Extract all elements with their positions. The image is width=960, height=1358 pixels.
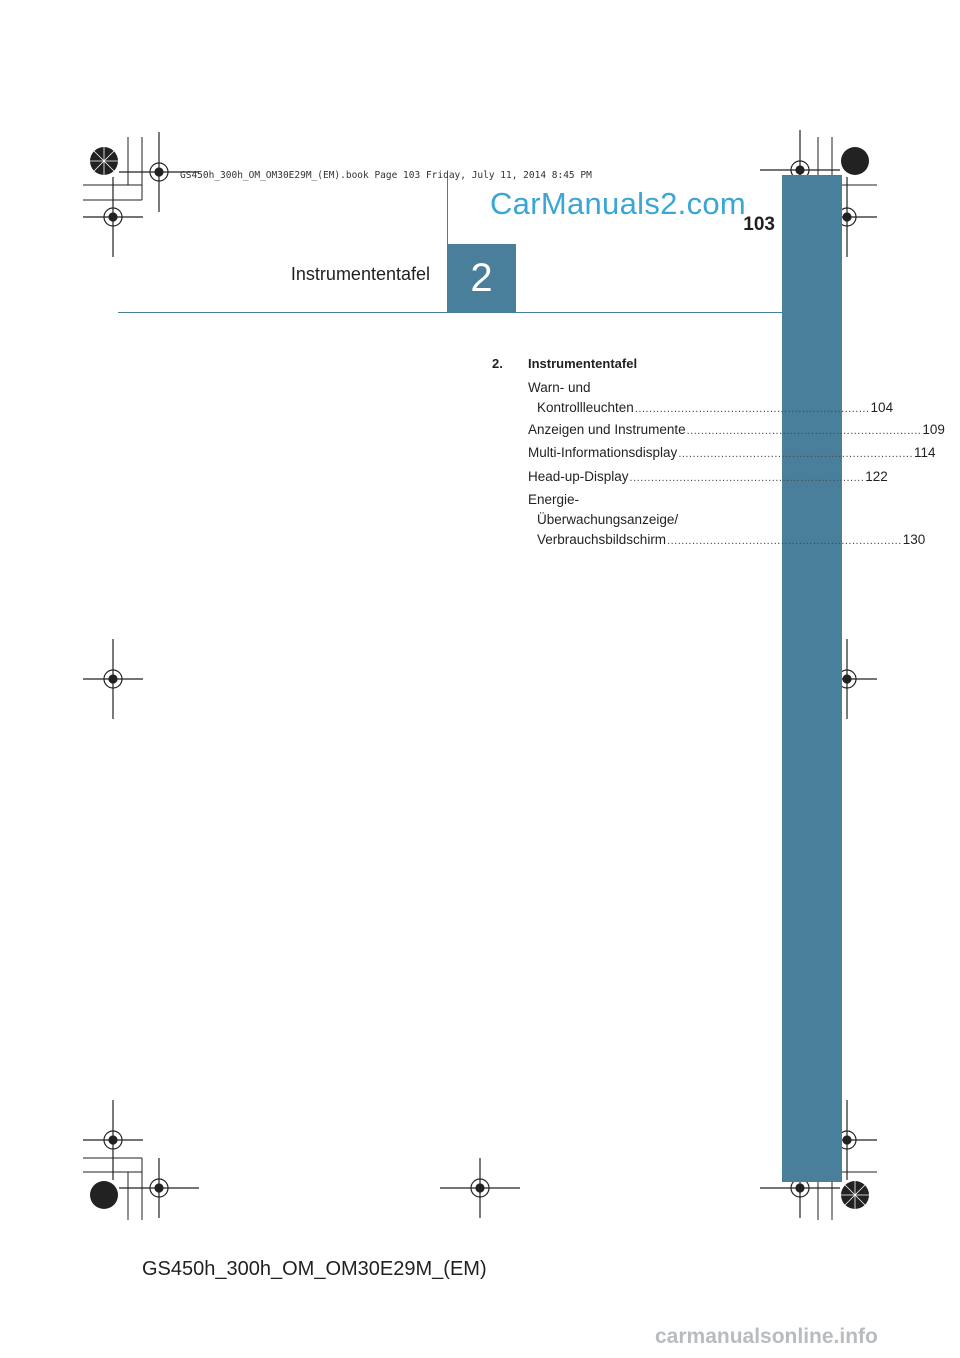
chapter-number-box: 2	[447, 244, 516, 313]
toc-entry[interactable]	[528, 378, 894, 419]
toc-entry-last-line	[528, 443, 936, 464]
toc-entry-last-line	[528, 398, 894, 419]
dot-leader: ..................................................................	[629, 472, 865, 484]
toc-entry-line: Multi-Informationsdisplay	[528, 445, 678, 460]
toc-entry-line: Anzeigen und Instrumente	[528, 422, 686, 437]
site-watermark: carmanualsonline.info	[655, 1325, 878, 1348]
document-code: GS450h_300h_OM_OM30E29M_(EM)	[142, 1258, 487, 1280]
toc-entry-page: 109	[922, 422, 945, 437]
toc-entry[interactable]	[528, 467, 888, 488]
toc-entry-last-line	[528, 420, 945, 441]
header-rule	[118, 312, 782, 313]
print-info: GS450h_300h_OM_OM30E29M_(EM).book Page 103 Friday, July 11, 2014 8:45 PM	[180, 170, 592, 181]
toc-entry[interactable]	[528, 490, 926, 551]
toc-section-title: Instrumententafel	[528, 356, 638, 371]
toc-entry-page: 104	[870, 400, 894, 415]
chapter-side-tab	[782, 175, 842, 1182]
toc-entry-last-line	[528, 530, 926, 551]
toc-entry-last-line	[528, 467, 888, 488]
toc-entry-page: 122	[865, 469, 888, 484]
chapter-title: Instrumententafel	[290, 264, 430, 284]
watermark-logo: CarManuals2.com	[490, 186, 747, 221]
toc-entry-line: Warn- und	[528, 380, 591, 395]
header-divider	[447, 175, 448, 244]
toc-entry-line: Verbrauchsbildschirm	[537, 532, 667, 547]
toc-entry-page: 130	[902, 532, 926, 547]
toc-entry[interactable]	[528, 420, 945, 441]
dot-leader: ..................................................................	[686, 425, 922, 437]
dot-leader: ..................................................................	[667, 535, 902, 547]
toc-entry-line: Überwachungsanzeige/	[537, 512, 679, 527]
toc-section-number: 2.	[492, 356, 503, 371]
toc-entry-page: 114	[914, 445, 936, 460]
dot-leader: ..................................................................	[634, 403, 870, 415]
page-number: 103	[743, 214, 775, 235]
dot-leader: ..................................................................	[678, 448, 914, 460]
toc-entry-line: Energie-	[528, 492, 580, 507]
toc-entry[interactable]	[528, 443, 936, 464]
toc-section-heading	[492, 356, 637, 371]
toc-entry-line: Kontrollleuchten	[537, 400, 634, 415]
toc-entry-line: Head-up-Display	[528, 469, 629, 484]
